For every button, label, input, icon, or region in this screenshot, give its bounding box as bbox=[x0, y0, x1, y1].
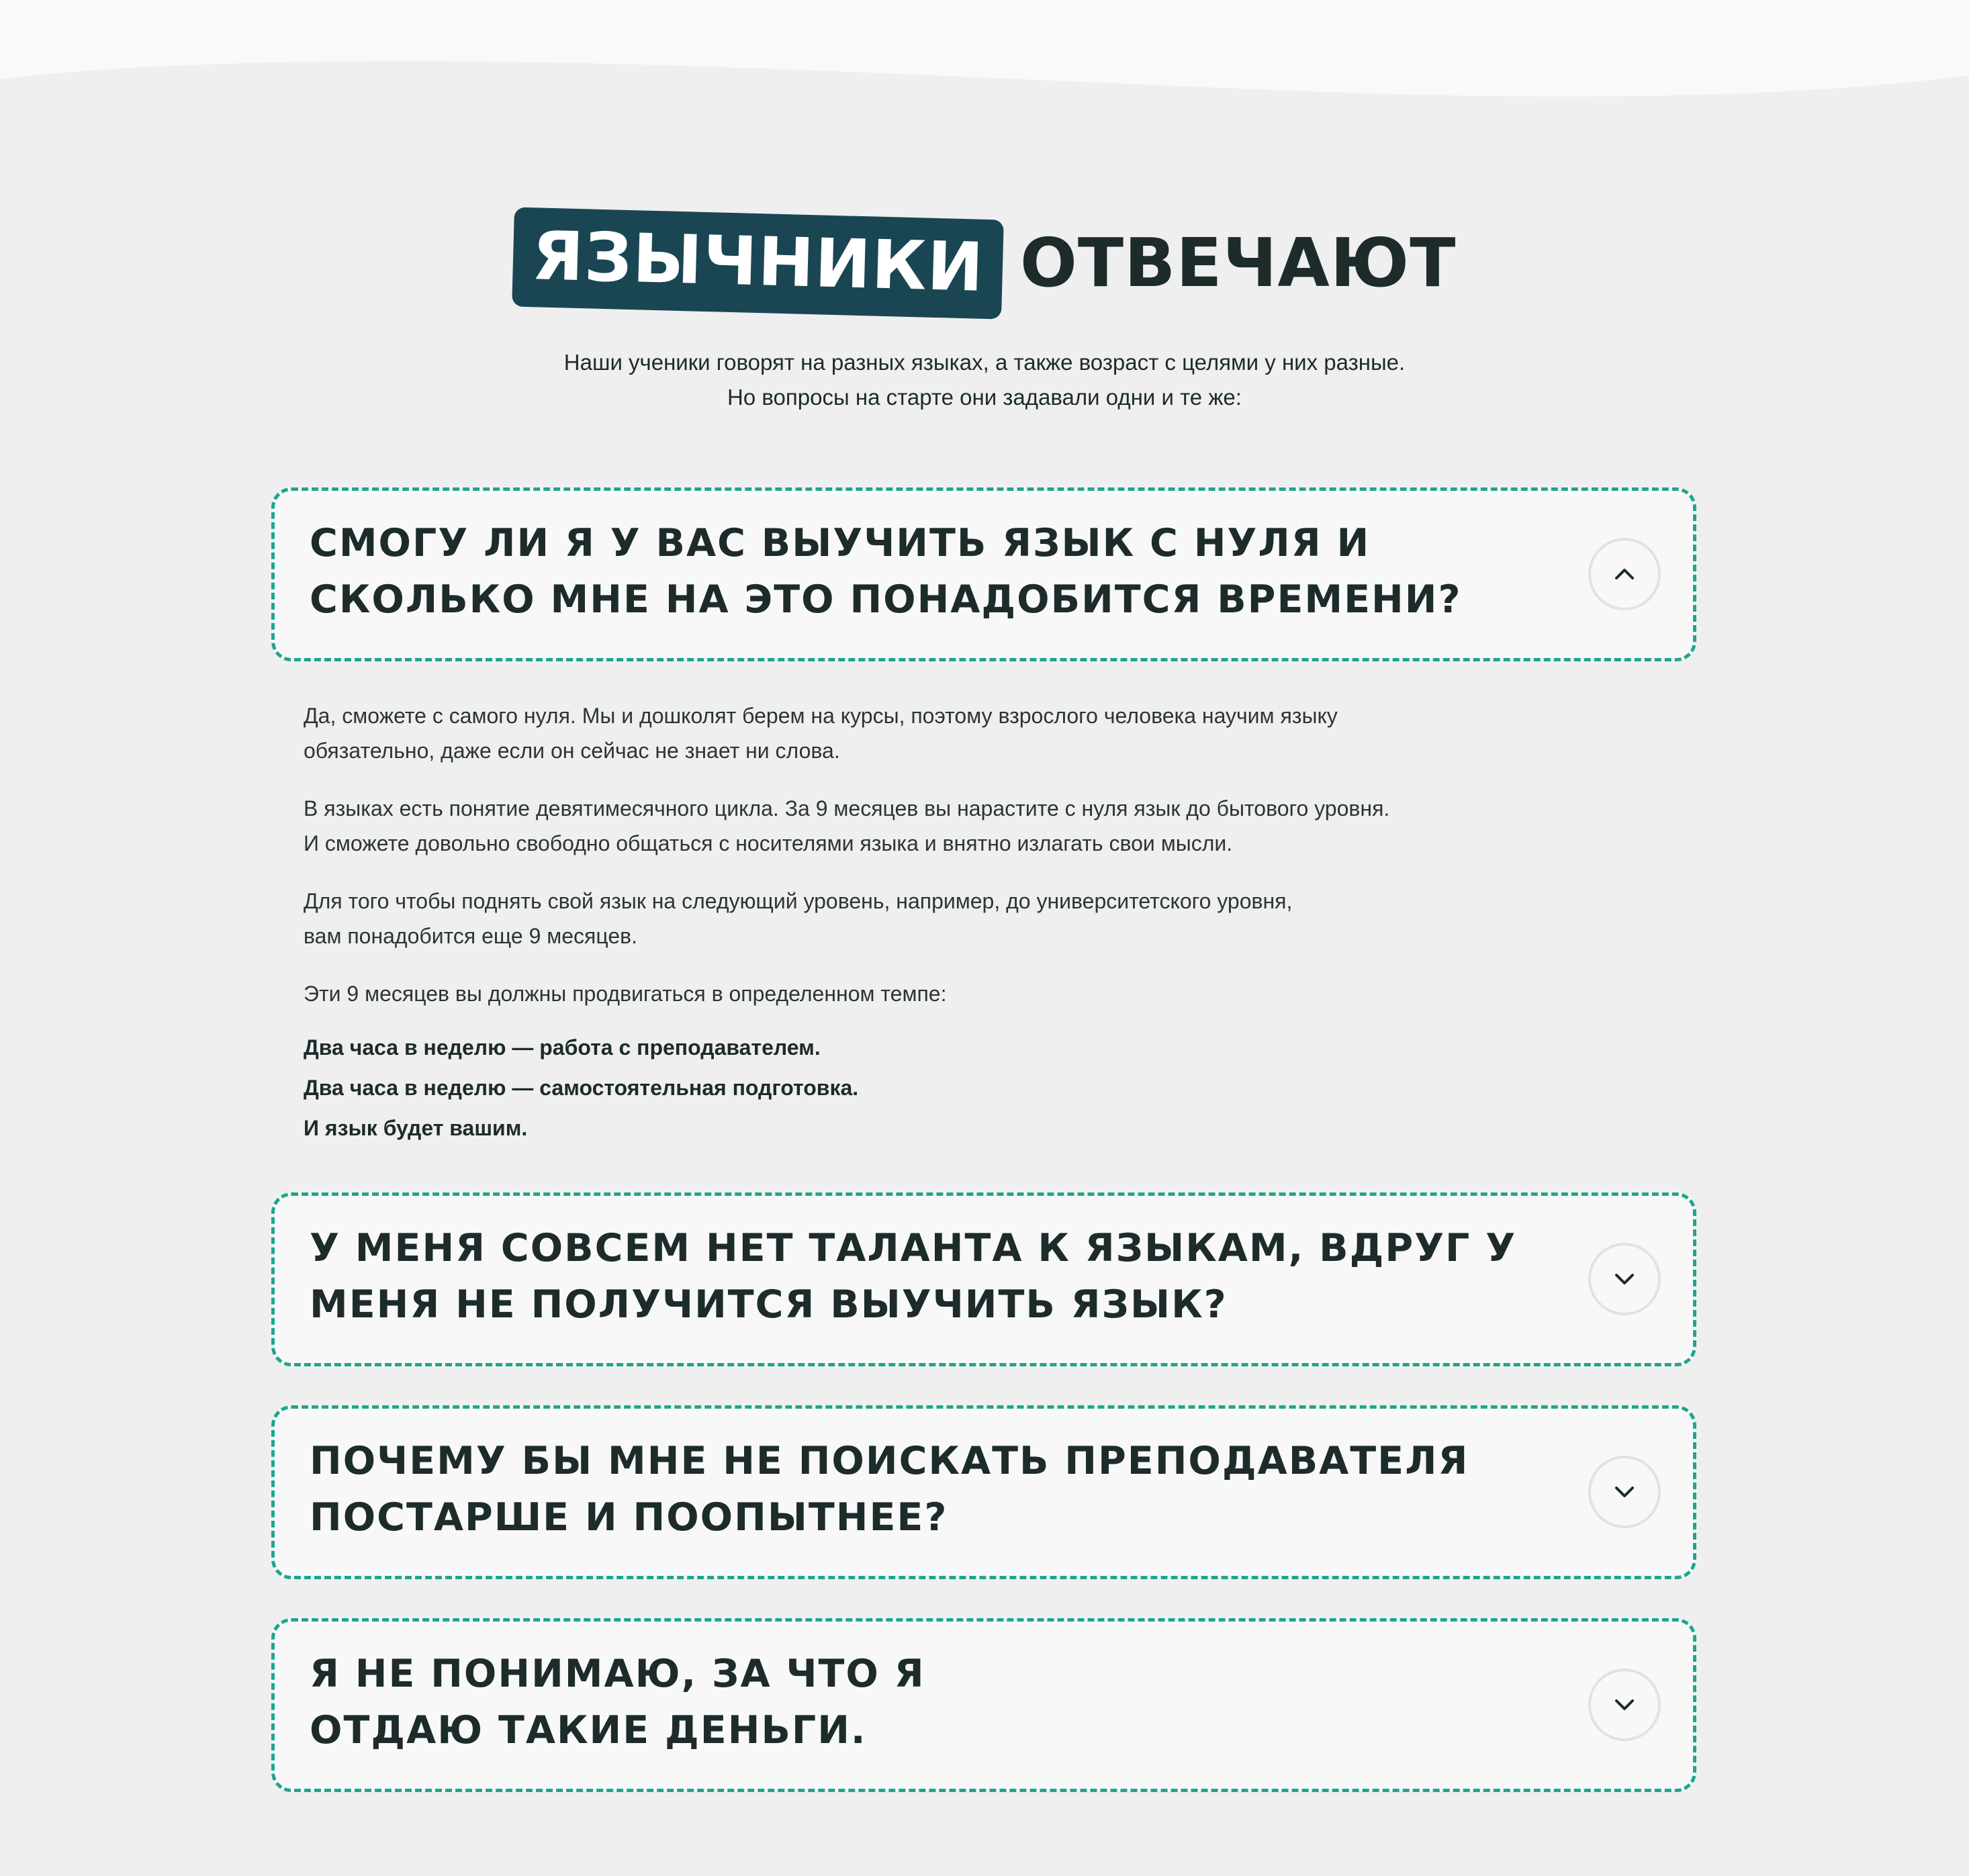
faq-answer-1 bbox=[304, 698, 1680, 1148]
faq-question-4[interactable]: Я НЕ ПОНИМАЮ, ЗА ЧТО Я ОТДАЮ ТАКИЕ ДЕНЬГИ. bbox=[310, 1652, 925, 1752]
subtitle-line-2: Но вопросы на старте они задавали одни и те же: bbox=[727, 385, 1242, 410]
chevron-down-icon bbox=[1610, 1477, 1639, 1507]
answer-paragraph-2: В языках есть понятие девятимесячного цикла. За 9 месяцев вы нарастите с нуля язык до бытового уровня. И сможете довольно свободно общаться с носителями языка и внятно излагать свои мысли. bbox=[304, 796, 1390, 855]
section-title bbox=[0, 214, 1969, 313]
subtitle-line-1: Наши ученики говорят на разных языках, а также возраст с целями у них разные. bbox=[563, 350, 1406, 375]
answer-paragraph-1: Да, сможете с самого нуля. Мы и дошколят берем на курсы, поэтому взрослого человека научим языку обязательно, даже если он сейчас не знает ни слова. bbox=[304, 704, 1338, 763]
title-highlight: ЯЗЫЧНИКИ bbox=[512, 207, 1004, 319]
answer-bold-line-3: И язык будет вашим. bbox=[304, 1116, 528, 1140]
answer-bold-line-2: Два часа в неделю — самостоятельная подготовка. bbox=[304, 1076, 859, 1100]
faq-toggle-2[interactable] bbox=[1588, 1243, 1661, 1315]
faq-question-3[interactable]: ПОЧЕМУ БЫ МНЕ НЕ ПОИСКАТЬ ПРЕПОДАВАТЕЛЯ ПОСТАРШЕ И ПООПЫТНЕЕ? bbox=[310, 1439, 1469, 1540]
faq-item-4[interactable] bbox=[271, 1618, 1696, 1792]
faq-item-1[interactable] bbox=[271, 487, 1696, 661]
chevron-down-icon bbox=[1610, 1264, 1639, 1294]
faq-toggle-3[interactable] bbox=[1588, 1456, 1661, 1528]
answer-paragraph-3: Для того чтобы поднять свой язык на следующий уровень, например, до университетского уровня, вам понадобится еще 9 месяцев. bbox=[304, 889, 1293, 948]
answer-bold-line-1: Два часа в неделю — работа с преподавателем. bbox=[304, 1035, 821, 1060]
faq-item-3[interactable] bbox=[271, 1405, 1696, 1579]
faq-toggle-1[interactable] bbox=[1588, 538, 1661, 610]
faq-question-1[interactable]: СМОГУ ЛИ Я У ВАС ВЫУЧИТЬ ЯЗЫК С НУЛЯ И СКОЛЬКО МНЕ НА ЭТО ПОНАДОБИТСЯ ВРЕМЕНИ? bbox=[310, 521, 1462, 622]
faq-item-2[interactable] bbox=[271, 1192, 1696, 1366]
section-subtitle bbox=[0, 345, 1969, 415]
title-rest: ОТВЕЧАЮТ bbox=[1019, 224, 1457, 302]
chevron-down-icon bbox=[1610, 1690, 1639, 1720]
faq-toggle-4[interactable] bbox=[1588, 1669, 1661, 1741]
chevron-up-icon bbox=[1610, 559, 1639, 589]
answer-paragraph-4: Эти 9 месяцев вы должны продвигаться в определенном темпе: bbox=[304, 982, 947, 1006]
faq-question-2[interactable]: У МЕНЯ СОВСЕМ НЕТ ТАЛАНТА К ЯЗЫКАМ, ВДРУГ У МЕНЯ НЕ ПОЛУЧИТСЯ ВЫУЧИТЬ ЯЗЫК? bbox=[310, 1226, 1517, 1327]
top-wave-decoration bbox=[0, 0, 1969, 101]
